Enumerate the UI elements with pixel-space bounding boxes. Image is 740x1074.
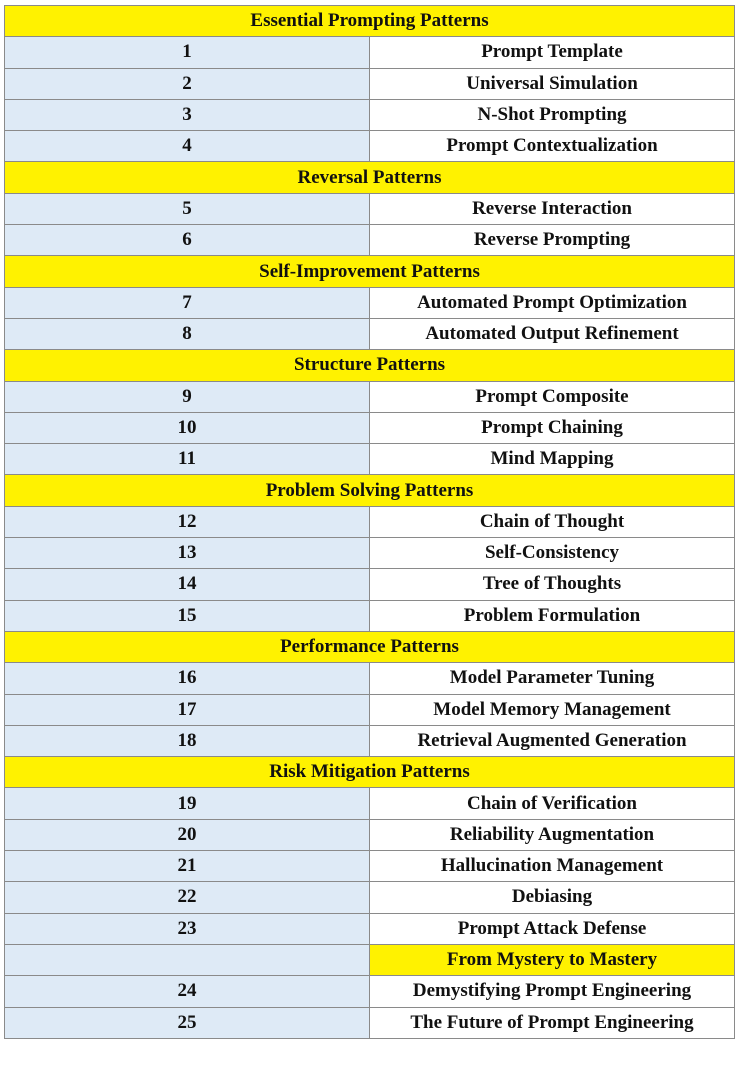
pattern-row	[5, 851, 735, 882]
section-header-row	[5, 631, 735, 662]
pattern-number: 8	[5, 318, 370, 349]
pattern-row	[5, 193, 735, 224]
patterns-table-body	[5, 6, 735, 1039]
section-header-row	[5, 757, 735, 788]
pattern-number: 25	[5, 1007, 370, 1038]
pattern-number: 2	[5, 68, 370, 99]
pattern-number: 14	[5, 569, 370, 600]
pattern-row	[5, 444, 735, 475]
patterns-table	[4, 5, 735, 1039]
pattern-row	[5, 225, 735, 256]
pattern-name: Chain of Verification	[370, 788, 735, 819]
pattern-name: Tree of Thoughts	[370, 569, 735, 600]
pattern-number: 7	[5, 287, 370, 318]
pattern-name: Prompt Template	[370, 37, 735, 68]
pattern-row	[5, 976, 735, 1007]
pattern-name: Demystifying Prompt Engineering	[370, 976, 735, 1007]
pattern-row	[5, 913, 735, 944]
section-header: Risk Mitigation Patterns	[5, 757, 735, 788]
pattern-row	[5, 381, 735, 412]
pattern-name: Prompt Contextualization	[370, 131, 735, 162]
pattern-row	[5, 287, 735, 318]
pattern-name: Chain of Thought	[370, 506, 735, 537]
pattern-number: 19	[5, 788, 370, 819]
pattern-name: N-Shot Prompting	[370, 99, 735, 130]
pattern-row	[5, 694, 735, 725]
pattern-row	[5, 68, 735, 99]
section-header-row	[5, 256, 735, 287]
section-header: Problem Solving Patterns	[5, 475, 735, 506]
pattern-number: 16	[5, 663, 370, 694]
pattern-number: 11	[5, 444, 370, 475]
pattern-number: 20	[5, 819, 370, 850]
pattern-number: 9	[5, 381, 370, 412]
section-header: Self-Improvement Patterns	[5, 256, 735, 287]
pattern-row	[5, 819, 735, 850]
pattern-row	[5, 788, 735, 819]
pattern-number: 3	[5, 99, 370, 130]
pattern-name: Prompt Attack Defense	[370, 913, 735, 944]
pattern-number: 12	[5, 506, 370, 537]
pattern-number: 15	[5, 600, 370, 631]
section-header-blank-cell	[5, 944, 370, 975]
pattern-number: 10	[5, 412, 370, 443]
pattern-number: 22	[5, 882, 370, 913]
pattern-name: Self-Consistency	[370, 538, 735, 569]
pattern-number: 13	[5, 538, 370, 569]
section-header-row	[5, 944, 735, 975]
section-header-row	[5, 162, 735, 193]
pattern-row	[5, 725, 735, 756]
section-header: From Mystery to Mastery	[370, 944, 735, 975]
pattern-number: 6	[5, 225, 370, 256]
pattern-name: Reverse Interaction	[370, 193, 735, 224]
section-header: Performance Patterns	[5, 631, 735, 662]
pattern-row	[5, 99, 735, 130]
pattern-name: Automated Output Refinement	[370, 318, 735, 349]
pattern-number: 24	[5, 976, 370, 1007]
pattern-number: 21	[5, 851, 370, 882]
pattern-name: Model Memory Management	[370, 694, 735, 725]
pattern-row	[5, 131, 735, 162]
pattern-number: 1	[5, 37, 370, 68]
pattern-number: 18	[5, 725, 370, 756]
pattern-row	[5, 663, 735, 694]
pattern-name: Problem Formulation	[370, 600, 735, 631]
pattern-name: Reverse Prompting	[370, 225, 735, 256]
pattern-row	[5, 882, 735, 913]
pattern-row	[5, 318, 735, 349]
pattern-name: Mind Mapping	[370, 444, 735, 475]
pattern-name: Automated Prompt Optimization	[370, 287, 735, 318]
pattern-name: Prompt Composite	[370, 381, 735, 412]
section-header-row	[5, 475, 735, 506]
pattern-row	[5, 412, 735, 443]
pattern-number: 5	[5, 193, 370, 224]
pattern-number: 4	[5, 131, 370, 162]
pattern-name: Retrieval Augmented Generation	[370, 725, 735, 756]
pattern-name: Prompt Chaining	[370, 412, 735, 443]
pattern-name: The Future of Prompt Engineering	[370, 1007, 735, 1038]
pattern-row	[5, 569, 735, 600]
pattern-name: Universal Simulation	[370, 68, 735, 99]
section-header-row	[5, 6, 735, 37]
pattern-row	[5, 538, 735, 569]
pattern-row	[5, 600, 735, 631]
pattern-row	[5, 506, 735, 537]
pattern-row	[5, 1007, 735, 1038]
pattern-number: 23	[5, 913, 370, 944]
pattern-name: Debiasing	[370, 882, 735, 913]
section-header: Essential Prompting Patterns	[5, 6, 735, 37]
pattern-name: Reliability Augmentation	[370, 819, 735, 850]
section-header: Structure Patterns	[5, 350, 735, 381]
section-header-row	[5, 350, 735, 381]
pattern-name: Model Parameter Tuning	[370, 663, 735, 694]
patterns-table-wrapper	[4, 5, 735, 1039]
pattern-number: 17	[5, 694, 370, 725]
section-header: Reversal Patterns	[5, 162, 735, 193]
pattern-name: Hallucination Management	[370, 851, 735, 882]
pattern-row	[5, 37, 735, 68]
